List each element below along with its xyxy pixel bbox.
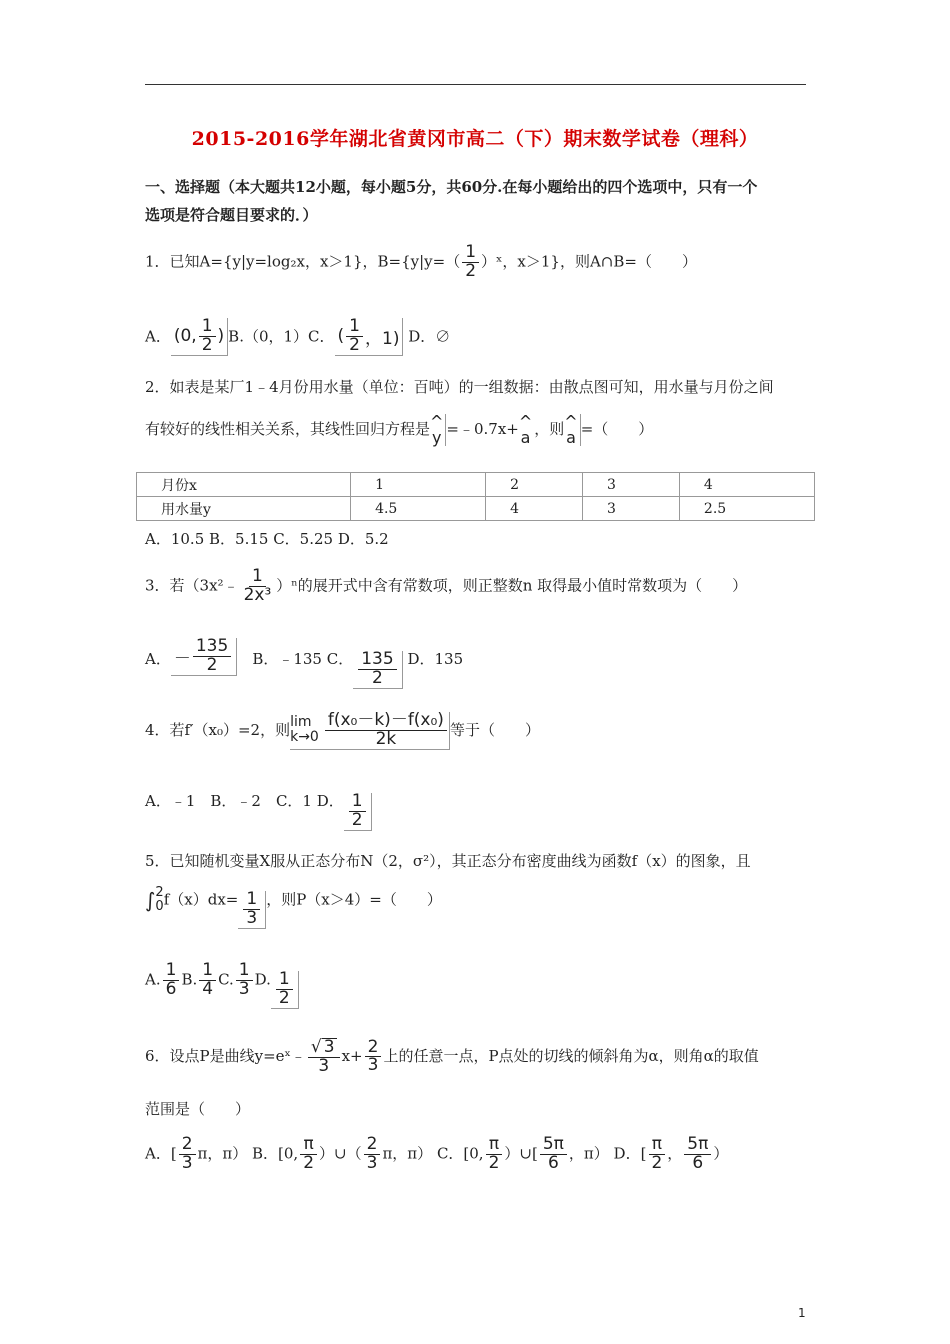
question-2-stem-line2: 有较好的线性相关关系，其线性回归方程是 ^ y =﹣0.7x+ ^ a ，则 ^ a =（ ） [145, 412, 654, 447]
table-row [137, 497, 815, 521]
section-heading-line1: 一、选择题（本大题共12小题，每小题5分，共60分.在每小题给出的四个选项中，只有一个 [145, 178, 758, 196]
y-hat: ^ y [430, 414, 446, 446]
option-d-value: $\frac{1}{2}$ [271, 971, 299, 1009]
fraction: $\frac{1}{\text{2x³}}$ [243, 566, 272, 605]
question-6-stem-line2: 范围是（ ） [145, 1100, 251, 1118]
fraction: $\frac{2}{3}$ [365, 1039, 382, 1076]
table-cell: 4 [486, 497, 583, 521]
table-cell: 4 [679, 473, 814, 497]
question-4-options: A．﹣1 B．﹣2 C．1 D． $\frac{1}{2}$ [145, 790, 372, 831]
table-cell: 用水量y [137, 497, 351, 521]
option-c-value: $\frac{135}{2}$ [353, 651, 402, 689]
water-usage-table [136, 472, 815, 521]
question-4-stem: 4．若f′（x₀）=2，则 lim k→0 $\frac{\text{f(x₀－k)－f(x₀)}}{2k}$ 等于（ ） [145, 710, 540, 749]
question-2-stem-line1: 2．如表是某厂1﹣4月份用水量（单位：百吨）的一组数据：由散点图可知，用水量与月份之间 [145, 378, 774, 396]
question-5-options: A. $\frac{1}{6}$ B. $\frac{1}{4}$ C. $\frac{1}{3}$ D. $\frac{1}{2}$ [145, 962, 299, 1009]
integral-sign: ∫ 2 0 [145, 885, 164, 915]
table-cell: 3 [583, 497, 680, 521]
page-number: 1 [798, 1306, 806, 1320]
fraction: $\frac{1}{2}$ [462, 244, 479, 281]
table-cell: 3 [583, 473, 680, 497]
table-cell: 月份x [137, 473, 351, 497]
option-a-interval: (0, $\frac{1}{2}$ ) [171, 318, 228, 356]
question-6-stem-line1: 6．设点P是曲线y=eˣ﹣ $\frac{√ 3}{3}$ x+ $\frac{2}{3}$ 上的任意一点，P点处的切线的倾斜角为α，则角α的取值 [145, 1036, 759, 1076]
question-3-options: A． － $\frac{135}{2}$ B．﹣135 C． $\frac{135}{2}$ D．135 [145, 636, 464, 688]
exam-title: 2015-2016学年湖北省黄冈市高二（下）期末数学试卷（理科） [191, 128, 759, 150]
table-row [137, 473, 815, 497]
table-cell: 2 [486, 473, 583, 497]
option-a-value: － $\frac{135}{2}$ [171, 638, 237, 676]
fraction: $\frac{√ 3}{3}$ [308, 1038, 340, 1076]
section-heading-line2: 选项是符合题目要求的．） [145, 206, 318, 224]
table-cell: 4.5 [351, 497, 486, 521]
table-cell: 2.5 [679, 497, 814, 521]
question-3-stem: 3．若（3x²﹣ $\frac{1}{\text{2x³}}$ ）ⁿ的展开式中含有常数项，则正整数n 取得最小值时常数项为（ ） [145, 566, 748, 605]
option-c-interval: ( $\frac{1}{2}$ ，1) [335, 318, 404, 356]
question-6-options: A．[ $\frac{2}{3}$ π，π） B．[0, $\frac{\pi}{2}$ ）∪（ $\frac{2}{3}$ π，π） C．[0, $\frac{\pi}{2}$ ）∪[ $\frac{5\pi}{6}$ ，π） D．[ $\frac{\pi}{2}$ ， $\frac{5\pi}{6}$ ） [145, 1134, 729, 1173]
question-1-stem: 1．已知A={y|y=log₂x，x＞1}，B={y|y=（ $\frac{1}{2}$ ）ˣ，x＞1}，则A∩B=（ ） [145, 242, 697, 281]
limit-expression: lim k→0 $\frac{\text{f(x₀－k)－f(x₀)}}{2k}$ [290, 712, 450, 750]
question-2-options: A．10.5 B．5.15 C．5.25 D．5.2 [145, 530, 389, 548]
fraction: $\frac{1}{3}$ [238, 891, 266, 929]
a-hat: ^ a [564, 414, 580, 446]
a-hat: ^ a [518, 412, 533, 447]
question-5-stem-line1: 5．已知随机变量X服从正态分布N（2，σ²），其正态分布密度曲线为函数f（x）的图象，且 [145, 852, 751, 870]
option-d-value: $\frac{1}{2}$ [344, 793, 372, 831]
table-cell: 1 [351, 473, 486, 497]
question-5-stem-line2: ∫ 2 0 f（x）dx= $\frac{1}{3}$ ，则P（x＞4）=（ ） [145, 885, 442, 929]
question-1-options: A． (0, $\frac{1}{2}$ ) B.（0，1）C． ( $\frac{1}{2}$ ，1) D．∅ [145, 316, 451, 355]
header-rule [145, 84, 806, 85]
